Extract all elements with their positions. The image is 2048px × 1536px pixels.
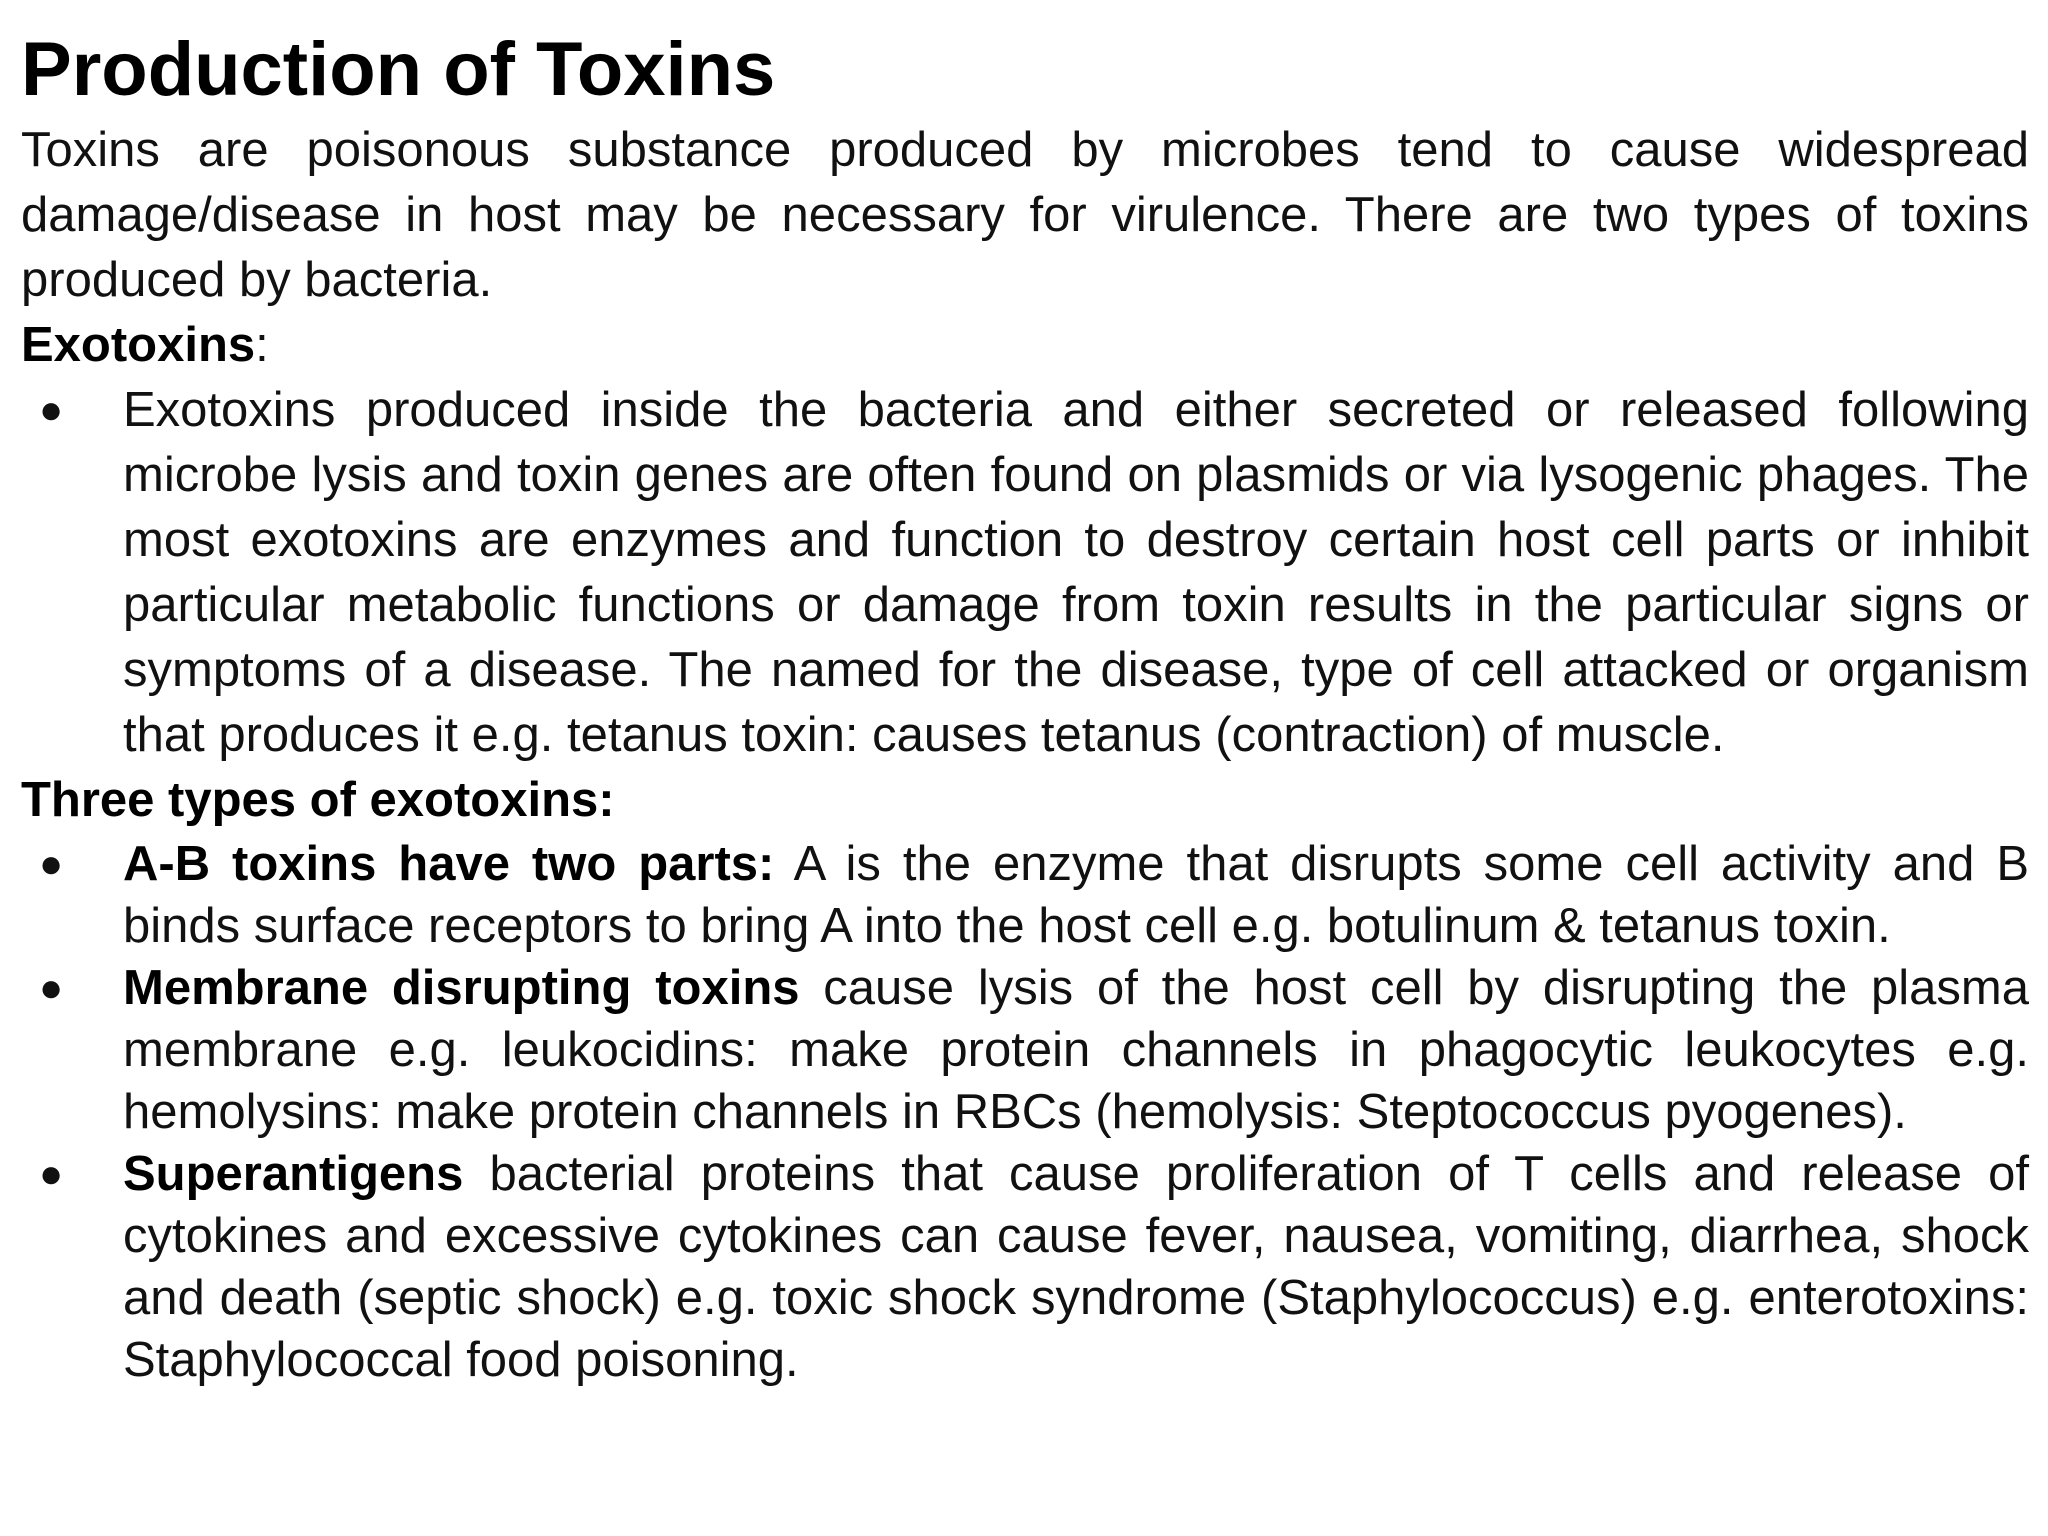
intro-paragraph: Toxins are poisonous substance produced by microbes tend to cause widespread damage/disease in host may be necessary for virulence. There are two types of toxins produced by bacteria. — [21, 123, 2029, 307]
superantigens-text: bacterial proteins that cause proliferation of T cells and release of cytokines and excessive cytokines can cause fever, nausea, vomiting, diarrhea, shock and death (septic shock) e.g. toxic shock syndrome (Staphylococcus) e.g. enterotoxins: Staphylococcal food poisoning. — [123, 1147, 2029, 1387]
bullet-dot-icon: ● — [39, 1152, 64, 1196]
types-bullet-list — [21, 833, 2029, 1391]
exotoxins-heading-label: Exotoxins — [21, 318, 256, 372]
exotoxins-bullet-item — [21, 378, 2029, 768]
superantigens-lead: Superantigens — [123, 1147, 464, 1201]
bullet-dot-icon: ● — [39, 388, 64, 432]
page-title: Production of Toxins — [21, 27, 776, 112]
exotoxins-heading-colon: : — [255, 318, 269, 372]
types-bullet-item-membrane-disrupting — [21, 957, 2029, 1143]
document-page — [21, 22, 2029, 1391]
bullet-dot-icon: ● — [39, 966, 64, 1010]
types-heading-label: Three types of exotoxins: — [21, 773, 615, 827]
types-bullet-item-superantigens — [21, 1143, 2029, 1391]
types-bullet-item-ab-toxins — [21, 833, 2029, 957]
exotoxins-bullet-text: Exotoxins produced inside the bacteria and either secreted or released following microbe lysis and toxin genes are often found on plasmids or via lysogenic phages. The most exotoxins are enzymes and function to destroy certain host cell parts or inhibit particular metabolic functions or damage from toxin results in the particular signs or symptoms of a disease. The named for the disease, type of cell attacked or organism that produces it e.g. tetanus toxin: causes tetanus (contraction) of muscle. — [123, 383, 2029, 762]
types-heading — [21, 768, 2029, 833]
membrane-disrupting-lead: Membrane disrupting toxins — [123, 961, 800, 1015]
ab-toxins-lead: A-B toxins have two parts: — [123, 837, 775, 891]
exotoxins-bullet-list — [21, 378, 2029, 768]
membrane-disrupting-text: cause lysis of the host cell by disrupting the plasma membrane e.g. leukocidins: make protein channels in phagocytic leukocytes e.g. hemolysins: make protein channels in RBCs (hemolysis: Steptococcus pyogenes). — [123, 961, 2029, 1139]
bullet-dot-icon: ● — [39, 842, 64, 886]
exotoxins-heading — [21, 313, 2029, 378]
ab-toxins-text: A is the enzyme that disrupts some cell activity and B binds surface receptors to bring A into the host cell e.g. botulinum & tetanus toxin. — [123, 837, 2030, 953]
